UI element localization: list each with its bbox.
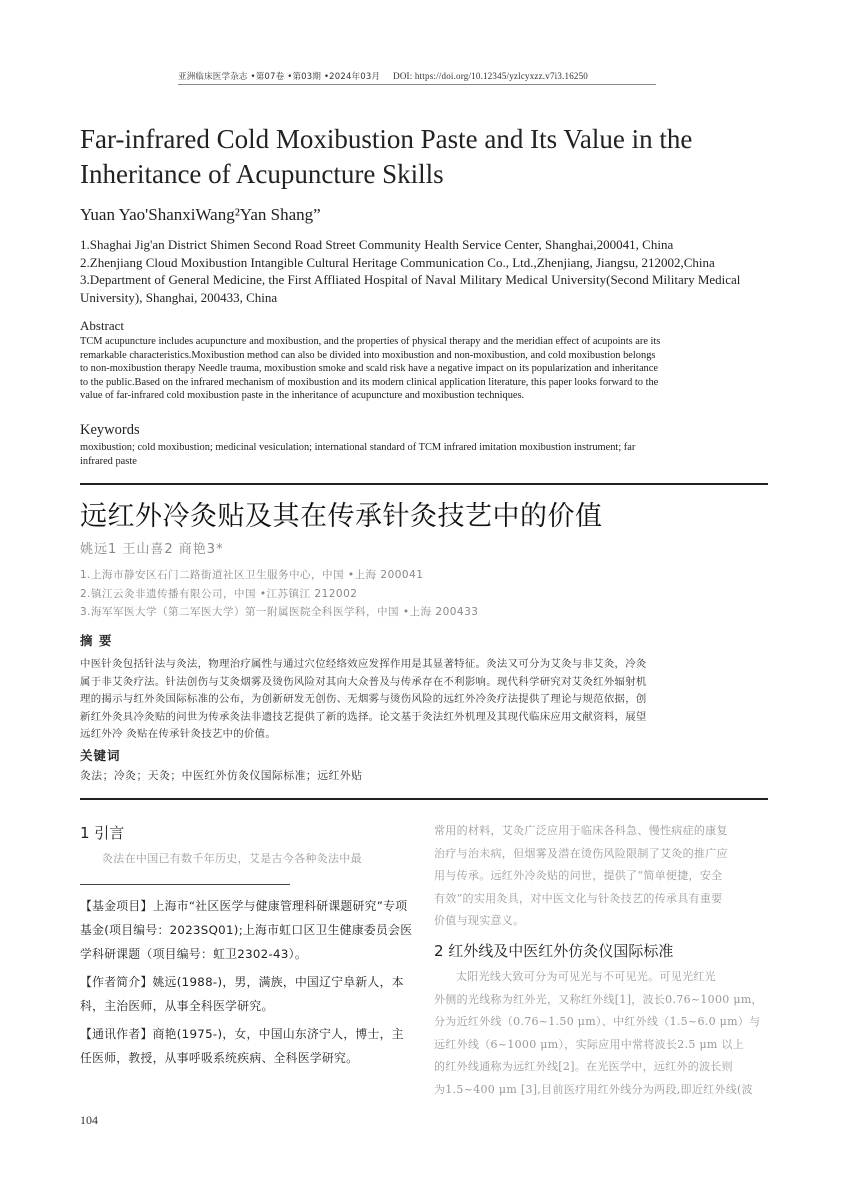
text-line: 为1.5~400 μm [3],目前医疗用红外线分为两段,即近红外线(波 bbox=[434, 1082, 753, 1096]
abstract-line: TCM acupuncture includes acupuncture and moxibustion, and the properties of physical therapy and the meridian effect of acupoints are its bbox=[80, 336, 661, 347]
abstract-line: remarkable characteristics.Moxibustion method can also be divided into moxibustion and non-moxibustion, and cold moxibustion belongs bbox=[80, 349, 656, 361]
footnote-corresponding: 【通讯作者】商艳(1975-)，女，中国山东济宁人，博士，主任医师，教授，从事呼吸系统疾病、全科医学研究。 bbox=[80, 1027, 404, 1065]
english-authors: Yuan Yao'ShanxiWang²Yan Shang” bbox=[80, 205, 321, 224]
page-number: 104 bbox=[80, 1113, 98, 1127]
section-2-body bbox=[434, 966, 774, 1101]
header-divider bbox=[178, 84, 656, 85]
section-divider-top bbox=[80, 483, 768, 485]
english-keywords bbox=[80, 441, 780, 468]
abstract-line: to the public.Based on the infrared mechanism of moxibustion and its modern clinical application literature, this paper looks forward to the bbox=[80, 376, 659, 388]
chinese-affiliation-1: 1.上海市静安区石门二路街道社区卫生服务中心，中国 •上海 200041 bbox=[80, 569, 424, 581]
chinese-abstract-line: 理的揭示与红外灸国际标准的公布，为创新研发无创伤、无烟雾与烫伤风险的远红外冷灸疗法提供了理论与规范依据，创 bbox=[80, 693, 647, 705]
chinese-affiliation-2: 2.镇江云灸非遗传播有限公司，中国 •江苏镇江 212002 bbox=[80, 587, 358, 600]
chinese-abstract bbox=[80, 656, 770, 744]
abstract-line: value of far-infrared cold moxibustion paste in the inheritance of acupuncture and moxibustion techniques. bbox=[80, 390, 525, 402]
english-affiliation-2: 2.Zhenjiang Cloud Moxibustion Intangible Cultural Heritage Communication Co., Ltd.,Zhenjiang, Jiangsu, 212002,China bbox=[80, 254, 715, 270]
english-title: Far-infrared Cold Moxibustion Paste and Its Value in the Inheritance of Acupuncture Skills bbox=[80, 124, 693, 189]
english-abstract bbox=[80, 335, 780, 403]
english-affiliation-3: 3.Department of General Medicine, the First Affliated Hospital of Naval Military Medical University(Second Military Medical University), Shanghai, 200433, China bbox=[80, 272, 741, 305]
running-header bbox=[178, 70, 658, 82]
text-line: 的红外线通称为远红外线[2]。在光医学中，远红外的波长则 bbox=[434, 1060, 733, 1073]
text-line: 有效”的实用灸具，对中医文化与针灸技艺的传承具有重要 bbox=[434, 891, 723, 905]
chinese-abstract-line: 远红外冷 灸贴在传承针灸技艺中的价值。 bbox=[80, 728, 277, 740]
keywords-line: moxibustion; cold moxibustion; medicinal vesiculation; international standard of TCM infrared imitation moxibustion instrument; far bbox=[80, 442, 636, 453]
keywords-line: infrared paste bbox=[80, 455, 137, 467]
text-line: 远红外线（6~1000 μm），实际应用中常将波长2.5 μm 以上 bbox=[434, 1037, 745, 1051]
footnote-fund: 【基金项目】上海市“社区医学与健康管理科研课题研究”专项基金(项目编号：2023SQ01);上海市虹口区卫生健康委员会医学科研课题（项目编号：虹卫2302-43）。 bbox=[80, 899, 413, 961]
text-line: 外侧的光线称为红外光，又称红外线[1]，波长0.76~1000 μm， bbox=[434, 992, 763, 1006]
footnote-author: 【作者简介】姚远(1988-)，男，满族，中国辽宁阜新人，本科，主治医师，从事全科医学研究。 bbox=[80, 975, 404, 1013]
chinese-keywords-heading: 关键词 bbox=[80, 748, 121, 763]
footnote-divider bbox=[80, 884, 290, 885]
english-abstract-heading: Abstract bbox=[80, 318, 125, 333]
section-1-continued bbox=[434, 820, 774, 933]
chinese-affiliations bbox=[80, 566, 680, 622]
english-affiliation-1: 1.Shaghai Jig'an District Shimen Second Road Street Community Health Service Center, Shanghai,200041, China bbox=[80, 237, 674, 252]
text-line: 用与传承。远红外冷灸贴的问世，提供了“简单便捷，安全 bbox=[434, 869, 723, 882]
abstract-line: to non-moxibustion therapy Needle trauma, moxibustion smoke and scald risk have a negative impact on its popularization and inheritance bbox=[80, 363, 658, 375]
chinese-authors: 姚远1 王山喜2 商艳3* bbox=[80, 542, 224, 557]
section-1-heading: 1 引言 bbox=[80, 824, 125, 842]
text-line: 常用的材料，艾灸广泛应用于临床各科急、慢性病症的康复 bbox=[434, 824, 728, 837]
chinese-abstract-line: 新红外灸具冷灸贴的问世为传承灸法非遗技艺提供了新的选择。论文基于灸法红外机理及其现代临床应用文献资料，展望 bbox=[80, 710, 647, 723]
english-keywords-heading: Keywords bbox=[80, 422, 140, 438]
chinese-affiliation-3: 3.海军军医大学（第二军医大学）第一附属医院全科医学科，中国 •上海 200433 bbox=[80, 606, 479, 618]
text-line: 太阳光线大致可分为可见光与不可见光。可见光红光 bbox=[456, 970, 716, 983]
chinese-abstract-line: 属于非艾灸疗法。针法创伤与艾灸烟雾及烫伤风险对其向大众普及与传承存在不利影响。现代科学研究对艾灸红外辐射机 bbox=[80, 675, 647, 688]
text-line: 分为近红外线（0.76~1.50 μm）、中红外线（1.5~6.0 μm）与 bbox=[434, 1015, 761, 1028]
section-divider-bottom bbox=[80, 798, 768, 800]
chinese-abstract-heading: 摘 要 bbox=[80, 633, 113, 648]
chinese-abstract-line: 中医针灸包括针法与灸法，物理治疗属性与通过穴位经络效应发挥作用是其显著特征。灸法又可分为艾灸与非艾灸，冷灸 bbox=[80, 658, 647, 670]
chinese-keywords: 灸法；冷灸；天灸；中医红外仿灸仪国际标准；远红外贴 bbox=[80, 769, 363, 782]
section-2-heading: 2 红外线及中医红外仿灸仪国际标准 bbox=[434, 942, 674, 960]
text-line: 价值与现实意义。 bbox=[434, 914, 525, 927]
journal-line: 亚洲临床医学杂志 •第07卷 •第03期 •2024年03月 bbox=[178, 72, 381, 82]
section-1-intro: 灸法在中国已有数千年历史，艾是古今各种灸法中最 bbox=[102, 852, 362, 865]
footnotes bbox=[80, 894, 415, 1074]
doi-text[interactable]: DOI: https://doi.org/10.12345/yzlcyxzz.v7i3.16250 bbox=[393, 71, 589, 81]
chinese-title: 远红外冷灸贴及其在传承针灸技艺中的价值 bbox=[80, 501, 603, 532]
english-affiliations bbox=[80, 236, 800, 306]
text-line: 治疗与治未病，但烟雾及潜在烫伤风险限制了艾灸的推广应 bbox=[434, 846, 728, 860]
